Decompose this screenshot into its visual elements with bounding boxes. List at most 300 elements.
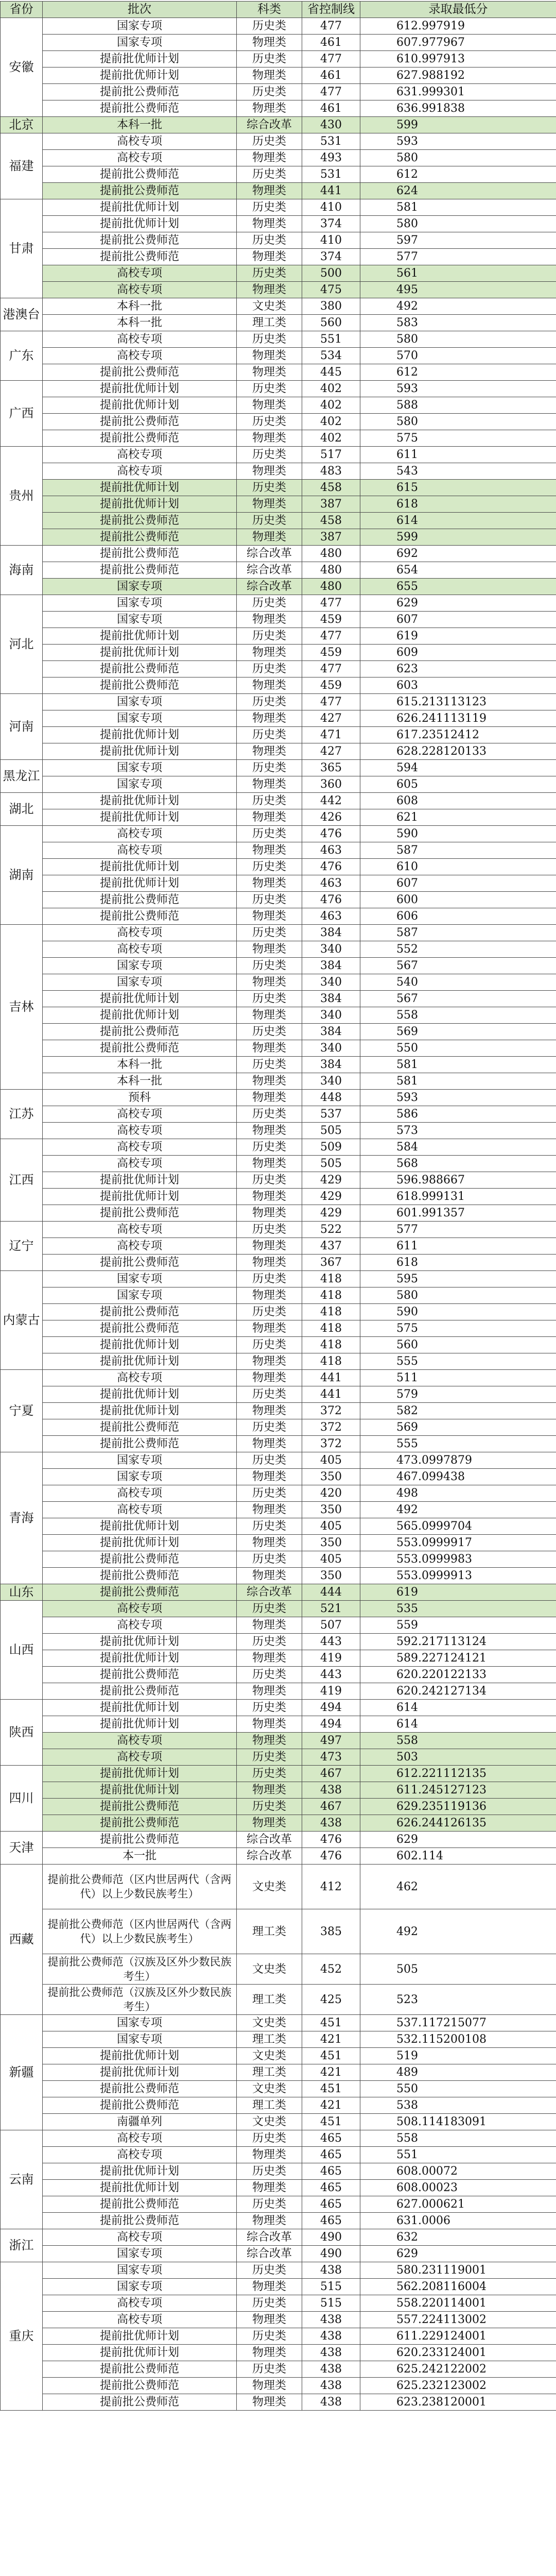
- table-row: [1, 282, 556, 298]
- table-row: [1, 661, 556, 677]
- min-score-cell: 575: [360, 430, 556, 447]
- min-score-cell: 558: [360, 1007, 556, 1024]
- min-score-cell: 610.997913: [360, 51, 556, 67]
- category-cell: 历史类: [237, 2163, 302, 2180]
- header-control-line: 省控制线: [302, 2, 360, 18]
- min-score-cell: 555: [360, 1436, 556, 1452]
- category-cell: 理工类: [237, 1985, 302, 2015]
- batch-cell: 高校专项: [43, 1139, 237, 1156]
- category-cell: 综合改革: [237, 1848, 302, 1865]
- table-row: [1, 1156, 556, 1172]
- min-score-cell: 577: [360, 1222, 556, 1238]
- table-row: [1, 51, 556, 67]
- min-score-cell: 618: [360, 1255, 556, 1271]
- batch-cell: 国家专项: [43, 776, 237, 793]
- table-row: [1, 793, 556, 809]
- category-cell: 综合改革: [237, 562, 302, 579]
- batch-cell: 国家专项: [43, 18, 237, 35]
- min-score-cell: 560: [360, 1337, 556, 1353]
- control-line-cell: 465: [302, 2180, 360, 2196]
- min-score-cell: 620.233124001: [360, 2345, 556, 2361]
- min-score-cell: 609: [360, 645, 556, 661]
- batch-cell: 高校专项: [43, 941, 237, 958]
- min-score-cell: 577: [360, 249, 556, 265]
- table-row: [1, 480, 556, 496]
- category-cell: 物理类: [237, 1090, 302, 1106]
- category-cell: 综合改革: [237, 579, 302, 595]
- table-row: [1, 84, 556, 100]
- category-cell: 物理类: [237, 776, 302, 793]
- category-cell: 历史类: [237, 892, 302, 908]
- batch-cell: 提前批优师计划: [43, 216, 237, 232]
- category-cell: 物理类: [237, 1353, 302, 1370]
- min-score-cell: 467.099438: [360, 1469, 556, 1485]
- table-row: [1, 1040, 556, 1057]
- category-cell: 历史类: [237, 991, 302, 1007]
- batch-cell: 国家专项: [43, 579, 237, 595]
- table-row: [1, 958, 556, 974]
- category-cell: 物理类: [237, 612, 302, 628]
- table-row: [1, 1304, 556, 1320]
- table-row: [1, 232, 556, 249]
- category-cell: 物理类: [237, 2180, 302, 2196]
- category-cell: 历史类: [237, 826, 302, 842]
- category-cell: 文史类: [237, 1865, 302, 1909]
- min-score-cell: 552: [360, 941, 556, 958]
- min-score-cell: 631.999301: [360, 84, 556, 100]
- min-score-cell: 551: [360, 2147, 556, 2163]
- min-score-cell: 610: [360, 859, 556, 875]
- province-cell: 北京: [1, 117, 43, 133]
- min-score-cell: 553.0999983: [360, 1551, 556, 1568]
- min-score-cell: 579: [360, 1386, 556, 1403]
- control-line-cell: 372: [302, 1436, 360, 1452]
- control-line-cell: 494: [302, 1716, 360, 1733]
- batch-cell: 提前批优师计划: [43, 381, 237, 397]
- category-cell: 物理类: [237, 2147, 302, 2163]
- min-score-cell: 538: [360, 2097, 556, 2114]
- category-cell: 物理类: [237, 1156, 302, 1172]
- table-row: [1, 166, 556, 183]
- header-row: [1, 2, 556, 18]
- batch-cell: 提前批优师计划: [43, 1634, 237, 1650]
- min-score-cell: 620.220122133: [360, 1667, 556, 1683]
- control-line-cell: 490: [302, 2229, 360, 2246]
- control-line-cell: 477: [302, 51, 360, 67]
- control-line-cell: 448: [302, 1090, 360, 1106]
- table-row: [1, 645, 556, 661]
- table-row: [1, 2229, 556, 2246]
- batch-cell: 高校专项: [43, 1502, 237, 1518]
- category-cell: 历史类: [237, 1106, 302, 1123]
- batch-cell: 提前批公费师范: [43, 1551, 237, 1568]
- batch-cell: 国家专项: [43, 2246, 237, 2262]
- table-row: [1, 875, 556, 892]
- batch-cell: 提前批公费师范: [43, 1667, 237, 1683]
- category-cell: 物理类: [237, 364, 302, 381]
- control-line-cell: 477: [302, 595, 360, 612]
- batch-cell: 国家专项: [43, 974, 237, 991]
- min-score-cell: 629: [360, 1832, 556, 1848]
- min-score-cell: 492: [360, 1909, 556, 1954]
- table-row: [1, 677, 556, 694]
- batch-cell: 提前批公费师范: [43, 2196, 237, 2213]
- category-cell: 物理类: [237, 2213, 302, 2229]
- category-cell: 物理类: [237, 463, 302, 480]
- table-row: [1, 1865, 556, 1909]
- category-cell: 历史类: [237, 331, 302, 348]
- category-cell: 历史类: [237, 1172, 302, 1189]
- control-line-cell: 445: [302, 364, 360, 381]
- min-score-cell: 508.114183091: [360, 2114, 556, 2130]
- control-line-cell: 441: [302, 1370, 360, 1386]
- control-line-cell: 419: [302, 1683, 360, 1700]
- batch-cell: 提前批公费师范: [43, 1304, 237, 1320]
- category-cell: 历史类: [237, 513, 302, 529]
- category-cell: 历史类: [237, 727, 302, 743]
- batch-cell: 提前批优师计划: [43, 1766, 237, 1782]
- table-row: [1, 2328, 556, 2345]
- province-cell: 西藏: [1, 1865, 43, 2015]
- province-cell: 青海: [1, 1452, 43, 1584]
- category-cell: 历史类: [237, 232, 302, 249]
- province-cell: 新疆: [1, 2015, 43, 2130]
- control-line-cell: 443: [302, 1667, 360, 1683]
- batch-cell: 提前批公费师范: [43, 1683, 237, 1700]
- min-score-cell: 581: [360, 1057, 556, 1073]
- table-row: [1, 1650, 556, 1667]
- batch-cell: 提前批优师计划: [43, 397, 237, 414]
- control-line-cell: 438: [302, 2361, 360, 2378]
- category-cell: 历史类: [237, 2295, 302, 2312]
- control-line-cell: 374: [302, 249, 360, 265]
- table-row: [1, 364, 556, 381]
- category-cell: 物理类: [237, 842, 302, 859]
- batch-cell: 国家专项: [43, 2031, 237, 2048]
- table-row: [1, 1782, 556, 1799]
- table-row: [1, 1172, 556, 1189]
- control-line-cell: 402: [302, 414, 360, 430]
- table-row: [1, 513, 556, 529]
- table-row: [1, 2015, 556, 2031]
- min-score-cell: 593: [360, 133, 556, 150]
- batch-cell: 提前批优师计划: [43, 480, 237, 496]
- control-line-cell: 429: [302, 1172, 360, 1189]
- table-row: [1, 1985, 556, 2015]
- category-cell: 物理类: [237, 282, 302, 298]
- min-score-cell: 492: [360, 298, 556, 315]
- table-row: [1, 1189, 556, 1205]
- category-cell: 历史类: [237, 859, 302, 875]
- control-line-cell: 461: [302, 67, 360, 84]
- category-cell: 历史类: [237, 51, 302, 67]
- province-cell: 河南: [1, 694, 43, 760]
- category-cell: 物理类: [237, 1255, 302, 1271]
- batch-cell: 高校专项: [43, 1370, 237, 1386]
- province-cell: 陕西: [1, 1700, 43, 1766]
- batch-cell: 提前批公费师范（区内世居两代（含两代）以上少数民族考生）: [43, 1865, 237, 1909]
- min-score-cell: 588: [360, 397, 556, 414]
- min-score-cell: 590: [360, 1304, 556, 1320]
- control-line-cell: 521: [302, 1601, 360, 1617]
- control-line-cell: 471: [302, 727, 360, 743]
- min-score-cell: 550: [360, 1040, 556, 1057]
- category-cell: 物理类: [237, 1502, 302, 1518]
- table-row: [1, 2180, 556, 2196]
- batch-cell: 提前批公费师范: [43, 1255, 237, 1271]
- min-score-cell: 629: [360, 2246, 556, 2262]
- min-score-cell: 619: [360, 1584, 556, 1601]
- min-score-cell: 619: [360, 628, 556, 645]
- batch-cell: 提前批公费师范: [43, 1040, 237, 1057]
- control-line-cell: 442: [302, 793, 360, 809]
- min-score-cell: 462: [360, 1865, 556, 1909]
- category-cell: 理工类: [237, 2031, 302, 2048]
- table-row: [1, 842, 556, 859]
- table-row: [1, 35, 556, 51]
- min-score-cell: 523: [360, 1985, 556, 2015]
- table-row: [1, 529, 556, 546]
- category-cell: 历史类: [237, 1024, 302, 1040]
- control-line-cell: 551: [302, 331, 360, 348]
- batch-cell: 提前批公费师范: [43, 892, 237, 908]
- min-score-cell: 607.977967: [360, 35, 556, 51]
- control-line-cell: 410: [302, 232, 360, 249]
- category-cell: 历史类: [237, 480, 302, 496]
- table-row: [1, 447, 556, 463]
- batch-cell: 高校专项: [43, 1222, 237, 1238]
- province-cell: 四川: [1, 1766, 43, 1832]
- batch-cell: 提前批优师计划: [43, 1386, 237, 1403]
- control-line-cell: 426: [302, 809, 360, 826]
- min-score-cell: 495: [360, 282, 556, 298]
- control-line-cell: 367: [302, 1255, 360, 1271]
- min-score-cell: 550: [360, 2081, 556, 2097]
- control-line-cell: 477: [302, 18, 360, 35]
- batch-cell: 高校专项: [43, 133, 237, 150]
- category-cell: 历史类: [237, 694, 302, 710]
- batch-cell: 提前批公费师范: [43, 166, 237, 183]
- table-row: [1, 1057, 556, 1073]
- batch-cell: 提前批优师计划: [43, 67, 237, 84]
- min-score-cell: 505: [360, 1954, 556, 1985]
- min-score-cell: 590: [360, 826, 556, 842]
- control-line-cell: 476: [302, 859, 360, 875]
- province-cell: 黑龙江: [1, 760, 43, 793]
- table-row: [1, 2048, 556, 2064]
- min-score-cell: 586: [360, 1106, 556, 1123]
- batch-cell: 高校专项: [43, 1733, 237, 1749]
- min-score-cell: 519: [360, 2048, 556, 2064]
- batch-cell: 本科一批: [43, 117, 237, 133]
- category-cell: 历史类: [237, 595, 302, 612]
- table-row: [1, 381, 556, 397]
- batch-cell: 提前批优师计划: [43, 2328, 237, 2345]
- min-score-cell: 599: [360, 529, 556, 546]
- table-row: [1, 2262, 556, 2279]
- batch-cell: 提前批公费师范: [43, 100, 237, 117]
- table-row: [1, 133, 556, 150]
- control-line-cell: 477: [302, 661, 360, 677]
- batch-cell: 提前批公费师范: [43, 546, 237, 562]
- table-row: [1, 1485, 556, 1502]
- control-line-cell: 509: [302, 1139, 360, 1156]
- category-cell: 物理类: [237, 397, 302, 414]
- category-cell: 历史类: [237, 18, 302, 35]
- control-line-cell: 461: [302, 35, 360, 51]
- min-score-cell: 558: [360, 1733, 556, 1749]
- min-score-cell: 601.991357: [360, 1205, 556, 1222]
- min-score-cell: 620.242127134: [360, 1683, 556, 1700]
- batch-cell: 提前批公费师范: [43, 1799, 237, 1815]
- control-line-cell: 419: [302, 1650, 360, 1667]
- table-row: [1, 579, 556, 595]
- category-cell: 物理类: [237, 1073, 302, 1090]
- min-score-cell: 602.114: [360, 1848, 556, 1865]
- table-row: [1, 331, 556, 348]
- batch-cell: 国家专项: [43, 2015, 237, 2031]
- control-line-cell: 463: [302, 842, 360, 859]
- min-score-cell: 623.238120001: [360, 2394, 556, 2411]
- control-line-cell: 387: [302, 529, 360, 546]
- category-cell: 历史类: [237, 1337, 302, 1353]
- control-line-cell: 477: [302, 628, 360, 645]
- table-row: [1, 315, 556, 331]
- table-row: [1, 2378, 556, 2394]
- batch-cell: 提前批公费师范（汉族及区外少数民族考生）: [43, 1985, 237, 2015]
- table-row: [1, 1469, 556, 1485]
- table-row: [1, 1353, 556, 1370]
- control-line-cell: 438: [302, 2394, 360, 2411]
- table-row: [1, 1320, 556, 1337]
- min-score-cell: 557.224113002: [360, 2312, 556, 2328]
- control-line-cell: 452: [302, 1954, 360, 1985]
- control-line-cell: 459: [302, 677, 360, 694]
- min-score-cell: 627.988192: [360, 67, 556, 84]
- min-score-cell: 537.117215077: [360, 2015, 556, 2031]
- batch-cell: 提前批公费师范: [43, 1419, 237, 1436]
- control-line-cell: 480: [302, 579, 360, 595]
- batch-cell: 高校专项: [43, 2295, 237, 2312]
- category-cell: 物理类: [237, 1815, 302, 1832]
- control-line-cell: 490: [302, 2246, 360, 2262]
- province-cell: 山东: [1, 1584, 43, 1601]
- batch-cell: 本科一批: [43, 298, 237, 315]
- control-line-cell: 465: [302, 2196, 360, 2213]
- min-score-cell: 611: [360, 447, 556, 463]
- table-row: [1, 397, 556, 414]
- table-row: [1, 2345, 556, 2361]
- min-score-cell: 632: [360, 2229, 556, 2246]
- min-score-cell: 608.00072: [360, 2163, 556, 2180]
- control-line-cell: 372: [302, 1403, 360, 1419]
- batch-cell: 提前批优师计划: [43, 1189, 237, 1205]
- min-score-cell: 580: [360, 331, 556, 348]
- category-cell: 物理类: [237, 1205, 302, 1222]
- control-line-cell: 402: [302, 381, 360, 397]
- table-row: [1, 1667, 556, 1683]
- batch-cell: 高校专项: [43, 1106, 237, 1123]
- category-cell: 文史类: [237, 2081, 302, 2097]
- category-cell: 文史类: [237, 298, 302, 315]
- table-row: [1, 2361, 556, 2378]
- control-line-cell: 410: [302, 199, 360, 216]
- table-row: [1, 612, 556, 628]
- table-row: [1, 1255, 556, 1271]
- min-score-cell: 567: [360, 958, 556, 974]
- province-cell: 广西: [1, 381, 43, 447]
- table-row: [1, 1617, 556, 1634]
- province-cell: 贵州: [1, 447, 43, 546]
- table-row: [1, 2196, 556, 2213]
- table-row: [1, 710, 556, 727]
- control-line-cell: 483: [302, 463, 360, 480]
- category-cell: 历史类: [237, 1518, 302, 1535]
- category-cell: 物理类: [237, 496, 302, 513]
- control-line-cell: 387: [302, 496, 360, 513]
- control-line-cell: 505: [302, 1123, 360, 1139]
- category-cell: 物理类: [237, 1683, 302, 1700]
- table-row: [1, 265, 556, 282]
- min-score-cell: 597: [360, 232, 556, 249]
- province-cell: 港澳台: [1, 298, 43, 331]
- batch-cell: 提前批公费师范: [43, 1815, 237, 1832]
- control-line-cell: 412: [302, 1865, 360, 1909]
- table-row: [1, 2312, 556, 2328]
- min-score-cell: 558: [360, 2130, 556, 2147]
- control-line-cell: 384: [302, 991, 360, 1007]
- control-line-cell: 350: [302, 1568, 360, 1584]
- control-line-cell: 467: [302, 1799, 360, 1815]
- batch-cell: 提前批优师计划: [43, 727, 237, 743]
- province-cell: 河北: [1, 595, 43, 694]
- min-score-cell: 603: [360, 677, 556, 694]
- table-row: [1, 1090, 556, 1106]
- control-line-cell: 430: [302, 117, 360, 133]
- min-score-cell: 575: [360, 1320, 556, 1337]
- category-cell: 历史类: [237, 1304, 302, 1320]
- control-line-cell: 429: [302, 1189, 360, 1205]
- min-score-cell: 562.208116004: [360, 2279, 556, 2295]
- category-cell: 历史类: [237, 1419, 302, 1436]
- category-cell: 理工类: [237, 315, 302, 331]
- min-score-cell: 573: [360, 1123, 556, 1139]
- table-row: [1, 1535, 556, 1551]
- batch-cell: 提前批优师计划: [43, 1535, 237, 1551]
- control-line-cell: 560: [302, 315, 360, 331]
- category-cell: 历史类: [237, 381, 302, 397]
- batch-cell: 国家专项: [43, 595, 237, 612]
- table-row: [1, 826, 556, 842]
- control-line-cell: 480: [302, 562, 360, 579]
- batch-cell: 高校专项: [43, 282, 237, 298]
- category-cell: 综合改革: [237, 1584, 302, 1601]
- category-cell: 物理类: [237, 67, 302, 84]
- control-line-cell: 429: [302, 1205, 360, 1222]
- batch-cell: 提前批公费师范: [43, 2097, 237, 2114]
- table-row: [1, 809, 556, 826]
- min-score-cell: 606: [360, 908, 556, 925]
- batch-cell: 国家专项: [43, 2279, 237, 2295]
- category-cell: 历史类: [237, 925, 302, 941]
- batch-cell: 高校专项: [43, 1156, 237, 1172]
- province-cell: 广东: [1, 331, 43, 381]
- batch-cell: 提前批优师计划: [43, 51, 237, 67]
- category-cell: 历史类: [237, 1749, 302, 1766]
- table-row: [1, 925, 556, 941]
- batch-cell: 高校专项: [43, 331, 237, 348]
- min-score-cell: 580: [360, 414, 556, 430]
